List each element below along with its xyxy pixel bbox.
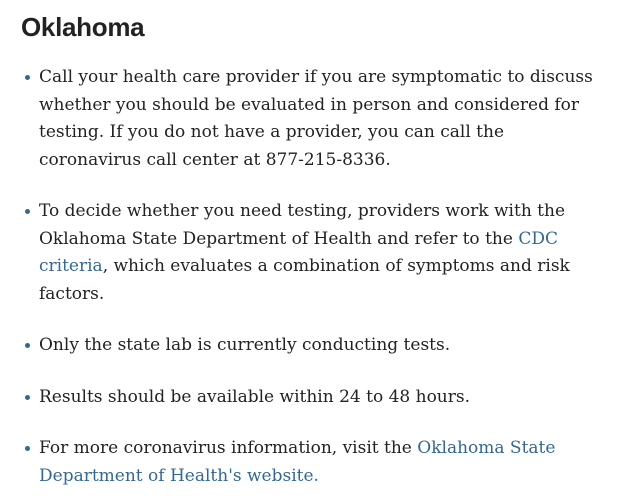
item-text: , which evaluates a combination of symptoms and risk factors.	[39, 256, 570, 304]
list-item	[25, 64, 605, 174]
list-item	[25, 332, 605, 360]
bullet-icon	[25, 209, 30, 214]
item-text: To decide whether you need testing, providers work with the Oklahoma State Department of Health and refer to the	[39, 201, 566, 249]
item-text: Call your health care provider if you are symptomatic to discuss whether you should be evaluated in person and considered for testing. If you do not have a provider, you can call the coronavirus call center at 877-215-8336.	[39, 67, 593, 170]
health-department-website-link[interactable]: Oklahoma State Department of Health's website.	[39, 438, 556, 486]
item-text: Only the state lab is currently conducting tests.	[39, 335, 451, 355]
item-text: For more coronavirus information, visit the	[39, 438, 418, 458]
bullet-icon	[25, 446, 30, 451]
item-text: Results should be available within 24 to 48 hours.	[39, 386, 471, 407]
bullet-icon	[25, 395, 30, 400]
bullet-icon	[25, 75, 30, 80]
section-title: Oklahoma	[21, 12, 145, 42]
list-item	[25, 384, 605, 412]
list-item	[25, 435, 605, 490]
cdc-criteria-link[interactable]: CDC criteria	[39, 228, 558, 276]
list-item	[25, 198, 605, 308]
guidance-list	[25, 64, 605, 490]
bullet-icon	[25, 343, 30, 348]
